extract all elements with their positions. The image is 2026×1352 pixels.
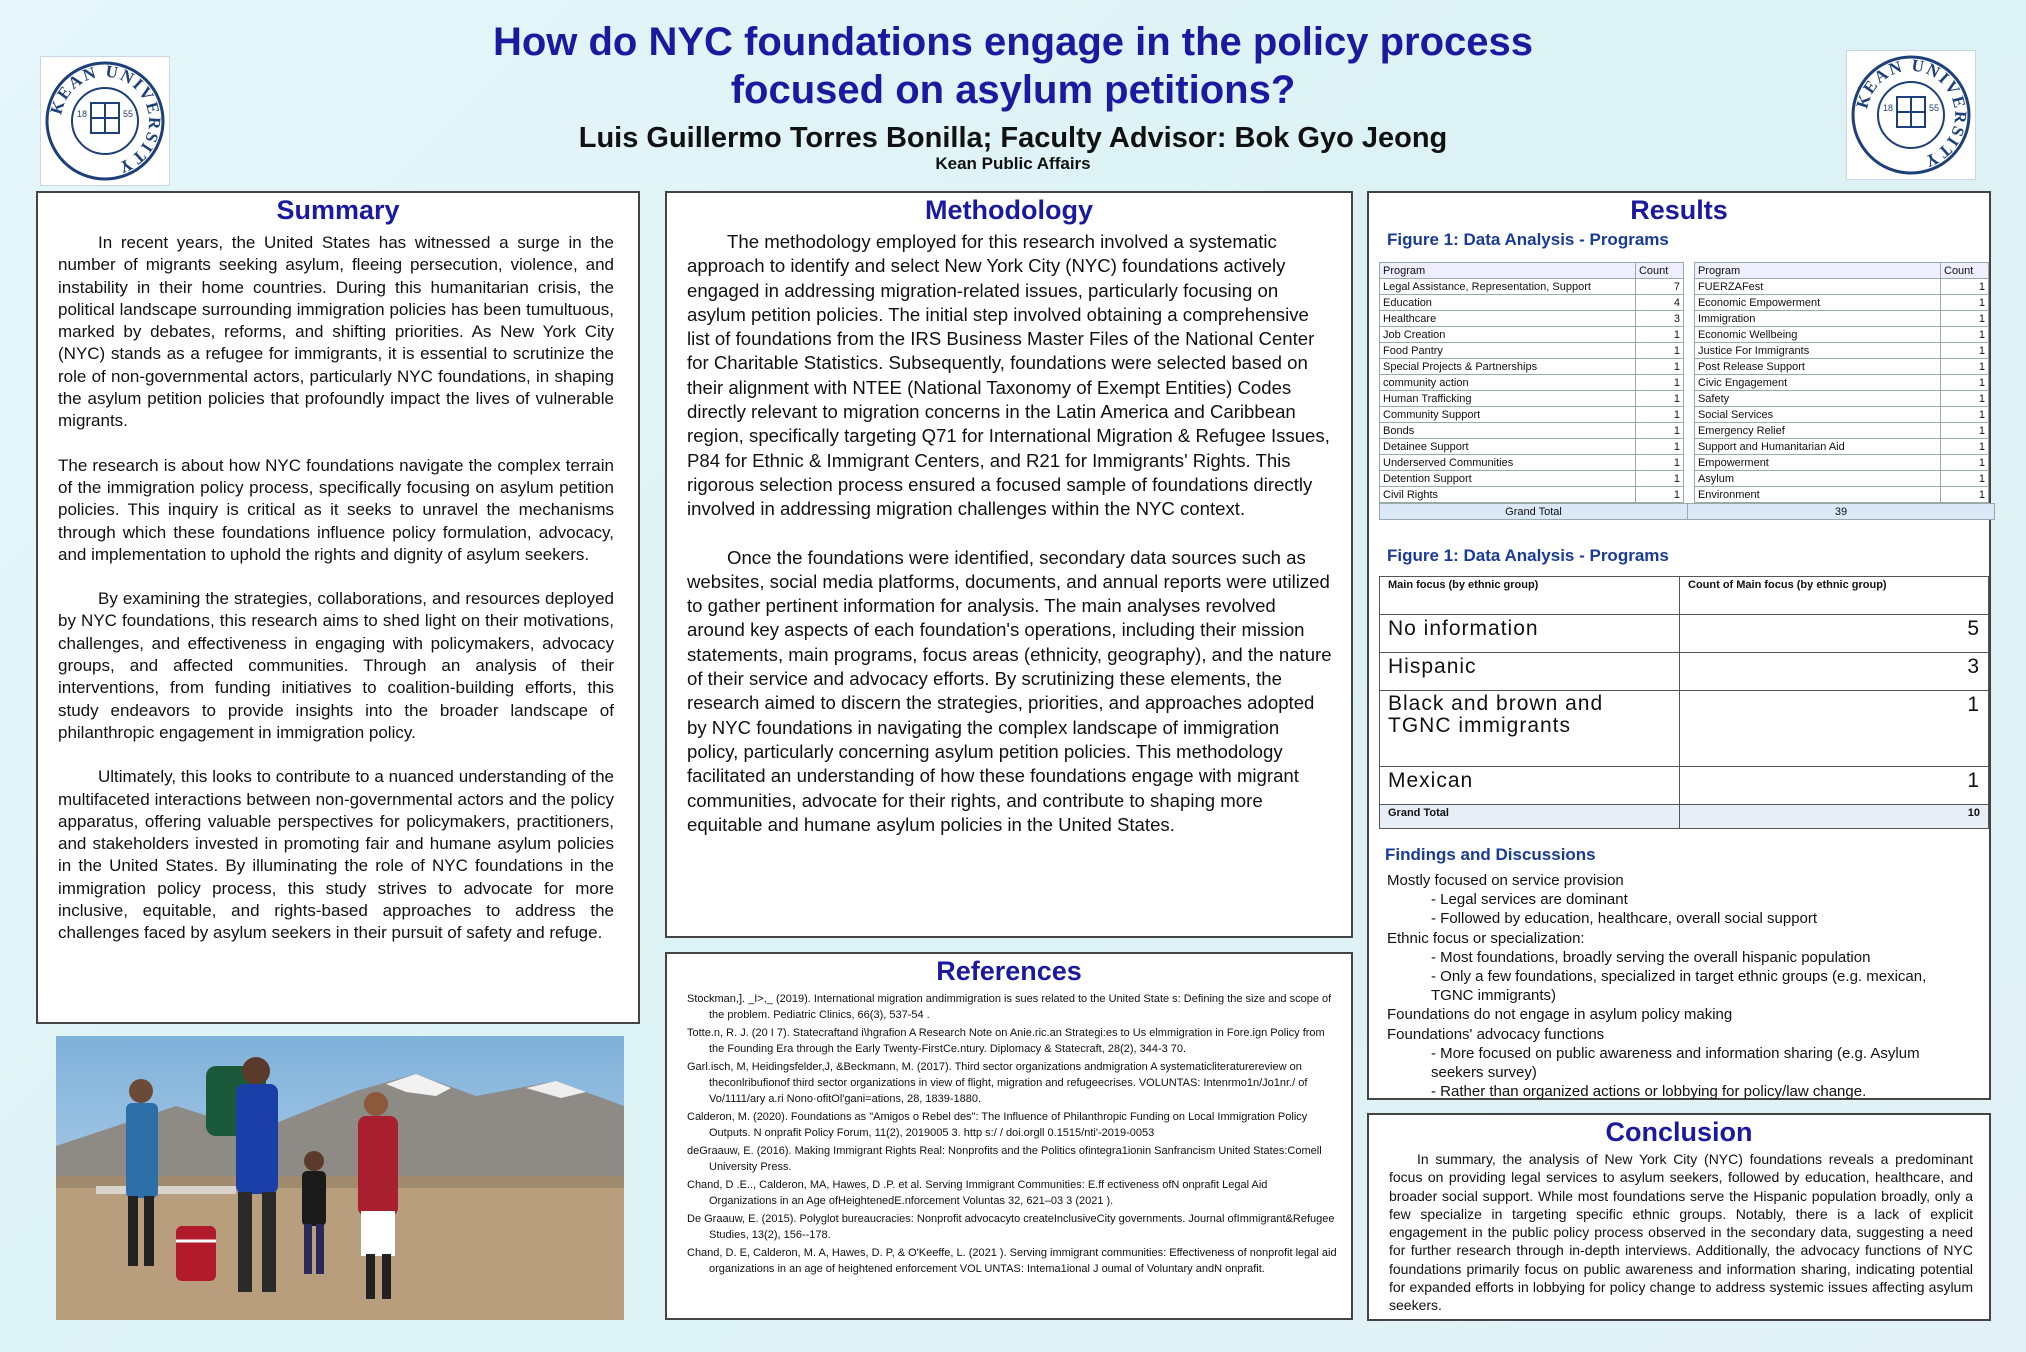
finding-subitem: - Most foundations, broadly serving the overall hispanic population — [1431, 948, 1871, 966]
ethnic-header-group: Main focus (by ethnic group) — [1380, 577, 1680, 615]
program-row — [1380, 471, 1684, 487]
program-count-cell: 1 — [1941, 295, 1989, 311]
program-count-cell: 4 — [1635, 295, 1683, 311]
program-name-cell: community action — [1380, 375, 1636, 391]
methodology-paragraph: Once the foundations were identified, secondary data sources such as websites, social media platforms, documents, and annual reports were utilized to gather pertinent information for analysis. The main analyses revolved around key aspects of each foundation's operations, including their mission statements, main programs, focus areas (ethnicity, geography), and the nature of their service and advocacy efforts. By scrutinizing these elements, the research aimed to discern the strategies, priorities, and approaches adopted by NYC foundations in navigating the complex landscape of immigration policy, particularly concerning asylum petition policies. This methodology facilitated an understanding of how these foundations engage with migrant communities, advocate for their rights, and contribute to shaping more equitable and humane asylum policies in the United States. — [687, 546, 1332, 835]
finding-item: Foundations' advocacy functions — [1387, 1025, 1605, 1043]
program-count-cell: 1 — [1635, 423, 1683, 439]
program-count-cell: 1 — [1941, 487, 1989, 503]
svg-text:18: 18 — [77, 109, 88, 119]
program-name-cell: Asylum — [1694, 471, 1940, 487]
program-name-cell: Underserved Communities — [1380, 455, 1636, 471]
finding-subitem: - Legal services are dominant — [1431, 891, 1628, 909]
program-count-cell: 1 — [1635, 471, 1683, 487]
program-count-cell: 1 — [1635, 439, 1683, 455]
program-name-cell: Justice For Immigrants — [1694, 343, 1940, 359]
program-col-header: Program — [1694, 263, 1940, 279]
program-count-cell: 1 — [1941, 327, 1989, 343]
count-col-header: Count — [1635, 263, 1683, 279]
program-count-cell: 1 — [1941, 279, 1989, 295]
figure-2-title: Figure 1: Data Analysis - Programs — [1387, 546, 1669, 565]
count-col-header: Count — [1941, 263, 1989, 279]
programs-header-row-right — [1694, 263, 1988, 279]
program-row — [1694, 295, 1988, 311]
references-heading: References — [936, 956, 1082, 986]
ethnic-count-cell: 1 — [1680, 767, 1989, 805]
programs-tables — [1379, 262, 1989, 503]
program-name-cell: Social Services — [1694, 407, 1940, 423]
conclusion-panel — [1367, 1113, 1991, 1321]
poster-title — [380, 18, 1646, 114]
program-name-cell: Economic Empowerment — [1694, 295, 1940, 311]
svg-text:KEAN UNIVERSITY: KEAN UNIVERSITY — [46, 61, 165, 178]
program-name-cell: Bonds — [1380, 423, 1636, 439]
reference-item: Calderon, M. (2020). Foundations as "Amigos o Rebel des": The Influence of Philanthropic Funding on Local Immigration Policy Outputs. N onprafit Policy Forum, 11(2), 2019005 3. http s:/ / doi.orgll 0.1515/nti'-2019-0053 — [687, 1111, 1308, 1139]
program-col-header: Program — [1380, 263, 1636, 279]
reference-item: Totte.n, R. J. (20 I 7). Statecraftand i\hgrafion A Research Note on Anie.ric.an Strategi:es to Us elmmigration in Fore.ign Policy from the Founding Era through the Early Twenty-FirstCe.ntury. Diplomacy & Statecraft, 28(2), 344-3 70. — [687, 1027, 1325, 1055]
ethnic-count-cell: 5 — [1680, 615, 1989, 653]
program-count-cell: 1 — [1941, 391, 1989, 407]
program-name-cell: Job Creation — [1380, 327, 1636, 343]
kean-logo-left — [40, 56, 170, 186]
ethnic-header-count: Count of Main focus (by ethnic group) — [1680, 577, 1989, 615]
reference-item: Garl.isch, M, Heidingsfelder,J, &Beckmann, M. (2017). Third sector organizations andmigration A systematicliteraturereview on theconlribufionof third sector organizations in view of flight, migration and refugeecrises. VOLUNTAS: Intenrmo1n/Jo1nr./ of Vo/1111/ary a.ri Nono·ofitOl'gani=ations, 28, 1839-1880. — [687, 1061, 1308, 1105]
program-name-cell: Post Release Support — [1694, 359, 1940, 375]
results-panel — [1367, 191, 1991, 1100]
program-count-cell: 1 — [1941, 311, 1989, 327]
program-count-cell: 1 — [1941, 439, 1989, 455]
programs-header-row-left — [1380, 263, 1684, 279]
program-count-cell: 1 — [1941, 359, 1989, 375]
program-name-cell: Detainee Support — [1380, 439, 1636, 455]
programs-total-value: 39 — [1688, 504, 1995, 520]
finding-subitem: - Only a few foundations, specialized in target ethnic groups (e.g. mexican, TGNC immigrants) — [1431, 968, 1927, 1005]
program-name-cell: FUERZAFest — [1694, 279, 1940, 295]
title-line-2: focused on asylum petitions? — [730, 68, 1296, 112]
program-name-cell: Empowerment — [1694, 455, 1940, 471]
program-count-cell: 7 — [1635, 279, 1683, 295]
program-count-cell: 3 — [1635, 311, 1683, 327]
methodology-heading: Methodology — [925, 195, 1093, 225]
program-count-cell: 1 — [1941, 423, 1989, 439]
program-count-cell: 1 — [1635, 359, 1683, 375]
program-row — [1694, 311, 1988, 327]
reference-item: Chand, D. E, Calderon, M. A, Hawes, D. P, & O'Keeffe, L. (2021 ). Serving immigrant communities: Effectiveness of nonprofit legal aid organizations in an age of heightened enforcement VOL UNTAS: Intema1ional J oumal of Voluntary andN onprafit. — [687, 1247, 1337, 1275]
program-name-cell: Support and Humanitarian Aid — [1694, 439, 1940, 455]
program-row — [1380, 407, 1684, 423]
migrants-photo — [56, 1036, 624, 1320]
ethnic-group-cell: Mexican — [1380, 767, 1680, 805]
program-row — [1380, 391, 1684, 407]
program-name-cell: Economic Wellbeing — [1694, 327, 1940, 343]
program-row — [1694, 439, 1988, 455]
reference-item: Chand, D .E.., Calderon, MA, Hawes, D .P. et al. Serving Immigrant Communities: E.ff ectiveness ofN onprafit Legal Aid Organizations in an Age ofHeightenedE.nforcement Voluntas 32, 621–03 3 (2021 ). — [687, 1179, 1268, 1207]
program-row — [1694, 343, 1988, 359]
reference-item: De Graauw, E. (2015). Polyglot bureaucracies: Nonprofit advocacyto createInclusiveCity governments. Journal ofImmigrant&Refugee Studies, 13(2), 156--178. — [687, 1213, 1335, 1241]
kean-seal-icon — [1847, 51, 1975, 179]
program-count-cell: 1 — [1635, 487, 1683, 503]
program-count-cell: 1 — [1635, 375, 1683, 391]
program-row — [1694, 391, 1988, 407]
kean-seal-icon — [41, 57, 169, 185]
ethnic-count-cell: 1 — [1680, 691, 1989, 767]
program-name-cell: Community Support — [1380, 407, 1636, 423]
finding-item: Ethnic focus or specialization: — [1387, 929, 1585, 947]
conclusion-heading: Conclusion — [1605, 1117, 1753, 1147]
ethnic-total-value: 10 — [1680, 805, 1989, 829]
ethnic-total-label: Grand Total — [1380, 805, 1680, 829]
finding-subitem: - Rather than organized actions or lobbying for policy/law change. — [1431, 1083, 1867, 1101]
program-row — [1380, 439, 1684, 455]
findings-title: Findings and Discussions — [1385, 845, 1596, 864]
kean-logo-right — [1846, 50, 1976, 180]
program-name-cell: Education — [1380, 295, 1636, 311]
program-name-cell: Civil Rights — [1380, 487, 1636, 503]
svg-text:55: 55 — [1929, 103, 1940, 113]
svg-text:KEAN UNIVERSITY: KEAN UNIVERSITY — [1852, 55, 1971, 172]
programs-table-right — [1694, 262, 1989, 503]
finding-item: Foundations do not engage in asylum policy making — [1387, 1006, 1733, 1024]
program-name-cell: Civic Engagement — [1694, 375, 1940, 391]
finding-item: Mostly focused on service provision — [1387, 872, 1624, 889]
program-row — [1380, 359, 1684, 375]
program-name-cell: Human Trafficking — [1380, 391, 1636, 407]
program-row — [1380, 343, 1684, 359]
program-name-cell: Immigration — [1694, 311, 1940, 327]
ethnic-count-cell: 3 — [1680, 653, 1989, 691]
program-count-cell: 1 — [1941, 471, 1989, 487]
program-row — [1380, 327, 1684, 343]
program-count-cell: 1 — [1635, 391, 1683, 407]
programs-total-row — [1379, 503, 1995, 520]
program-row — [1694, 487, 1988, 503]
svg-text:55: 55 — [123, 109, 134, 119]
references-list — [667, 991, 1351, 1277]
figure-1-title: Figure 1: Data Analysis - Programs — [1387, 230, 1669, 249]
affiliation: Kean Public Affairs — [935, 154, 1091, 173]
programs-table-left — [1379, 262, 1684, 503]
program-row — [1694, 279, 1988, 295]
program-count-cell: 1 — [1635, 343, 1683, 359]
summary-paragraph: Ultimately, this looks to contribute to a nuanced understanding of the multifaceted interactions between non-governmental actors and the policy apparatus, offering valuable perspectives for policymakers, practitioners, and stakeholders invested in promoting fair and humane asylum policies in the United States. By illuminating the role of NYC foundations in the immigration policy process, this study strives to advocate for more inclusive, equitable, and rights-based approaches to address the challenges faced by asylum seekers in their pursuit of safety and refuge. — [58, 767, 614, 943]
program-row — [1380, 487, 1684, 503]
program-count-cell: 1 — [1635, 327, 1683, 343]
svg-text:18: 18 — [1883, 103, 1894, 113]
program-row — [1694, 423, 1988, 439]
summary-paragraph: In recent years, the United States has witnessed a surge in the number of migrants seeking asylum, fleeing persecution, violence, and instability in their home countries. During this humanitarian crisis, the political landscape surrounding immigration policies has been tumultuous, marked by debates, reforms, and shifting priorities. As New York City (NYC) stands as a refugee for immigrants, it is essential to scrutinize the role of non-governmental actors, particularly NYC foundations, in shaping the asylum petition policies that profoundly impact the lives of vulnerable migrants. — [58, 233, 614, 431]
program-name-cell: Legal Assistance, Representation, Support — [1380, 279, 1636, 295]
program-name-cell: Emergency Relief — [1694, 423, 1940, 439]
reference-item: deGraauw, E. (2016). Making Immigrant Rights Real: Nonprofits and the Politics ofintegra1ionin Sanfrancism United States:Comell University Press. — [687, 1145, 1322, 1173]
program-name-cell: Special Projects & Partnerships — [1380, 359, 1636, 375]
summary-paragraph: The research is about how NYC foundations navigate the complex terrain of the immigration policy process, specifically focusing on asylum petition policies. This inquiry is critical as it seeks to unravel the mechanisms through which these foundations influence policy formulation, advocacy, and implementation to uphold the rights and dignity of asylum seekers. — [58, 455, 614, 564]
program-count-cell: 1 — [1941, 407, 1989, 423]
program-count-cell: 1 — [1941, 455, 1989, 471]
program-row — [1380, 311, 1684, 327]
program-name-cell: Food Pantry — [1380, 343, 1636, 359]
program-row — [1380, 279, 1684, 295]
ethnic-group-cell: Hispanic — [1380, 653, 1680, 691]
program-name-cell: Safety — [1694, 391, 1940, 407]
ethnic-group-cell: Black and brown and TGNC immigrants — [1380, 691, 1680, 767]
program-name-cell: Environment — [1694, 487, 1940, 503]
program-row — [1694, 375, 1988, 391]
program-row — [1694, 407, 1988, 423]
family-walking-illustration — [56, 1036, 624, 1320]
summary-paragraph: By examining the strategies, collaborations, and resources deployed by NYC foundations, this research aims to shed light on their motivations, challenges, and effectiveness in engaging with policymakers, advocacy groups, and affected communities. Through an analysis of their interventions, from funding initiatives to coalition-building efforts, this study endeavors to provide insights into the broader landscape of philanthropic engagement in immigration policy. — [58, 589, 614, 742]
program-row — [1694, 327, 1988, 343]
methodology-paragraph: The methodology employed for this research involved a systematic approach to identify and select New York City (NYC) foundations actively engaged in addressing migration-related issues, particularly focusing on asylum petition policies. The initial step involved obtaining a comprehensive list of foundations from the IRS Business Master Files of the National Center for Charitable Statistics. Subsequently, foundations were selected based on their alignment with NTEE (National Taxonomy of Exempt Entities) Codes directly relevant to migration concerns in the Latin America and Caribbean region, specifically targeting Q71 for International Migration & Refugee Issues, P84 for Ethnic & Immigrant Centers, and R21 for Immigrants' Rights. This rigorous selection process ensured a focused sample of foundations directly involved in addressing migration challenges within the NYC context. — [687, 231, 1330, 520]
program-count-cell: 1 — [1941, 343, 1989, 359]
summary-panel — [36, 191, 640, 1024]
program-row — [1694, 455, 1988, 471]
program-name-cell: Healthcare — [1380, 311, 1636, 327]
programs-total-label: Grand Total — [1380, 504, 1688, 520]
program-row — [1380, 423, 1684, 439]
methodology-panel — [665, 191, 1353, 938]
program-count-cell: 1 — [1635, 407, 1683, 423]
references-panel — [665, 952, 1353, 1320]
program-count-cell: 1 — [1941, 375, 1989, 391]
results-heading: Results — [1630, 195, 1728, 225]
findings-list — [1369, 871, 1989, 1101]
program-row — [1380, 295, 1684, 311]
program-count-cell: 1 — [1635, 455, 1683, 471]
summary-heading: Summary — [276, 195, 400, 225]
finding-subitem: - Followed by education, healthcare, overall social support — [1431, 910, 1818, 928]
program-name-cell: Detention Support — [1380, 471, 1636, 487]
program-row — [1694, 359, 1988, 375]
program-row — [1380, 375, 1684, 391]
authors: Luis Guillermo Torres Bonilla; Faculty Advisor: Bok Gyo Jeong — [578, 122, 1448, 154]
ethnic-group-cell: No information — [1380, 615, 1680, 653]
program-row — [1694, 471, 1988, 487]
title-line-1: How do NYC foundations engage in the policy process — [492, 20, 1534, 64]
conclusion-text: In summary, the analysis of New York City (NYC) foundations reveals a predominant focus on providing legal services to asylum seekers, followed by education, healthcare, and broader social support. While most foundations serve the Hispanic population broadly, only a few specialize in targeting specific ethnic groups. Notably, there is a lack of explicit engagement in the public policy process observed in the secondary data, suggesting a need for further research through in-depth interviews. Additionally, the advocacy functions of NYC foundations primarily focus on public awareness and information sharing, indicating potential for expanded efforts in lobbying for policy change to address systemic issues affecting asylum seekers. — [1389, 1151, 1973, 1314]
program-row — [1380, 455, 1684, 471]
ethnic-focus-table — [1379, 576, 1989, 829]
reference-item: Stockman,]. _I>,_ (2019). International migration andimmigration is sues related to the United State s: Defining the size and scope of the problem. Pediatric Clinics, 66(3), 537-54 . — [687, 993, 1332, 1021]
finding-subitem: - More focused on public awareness and information sharing (e.g. Asylum seekers survey) — [1431, 1044, 1920, 1082]
